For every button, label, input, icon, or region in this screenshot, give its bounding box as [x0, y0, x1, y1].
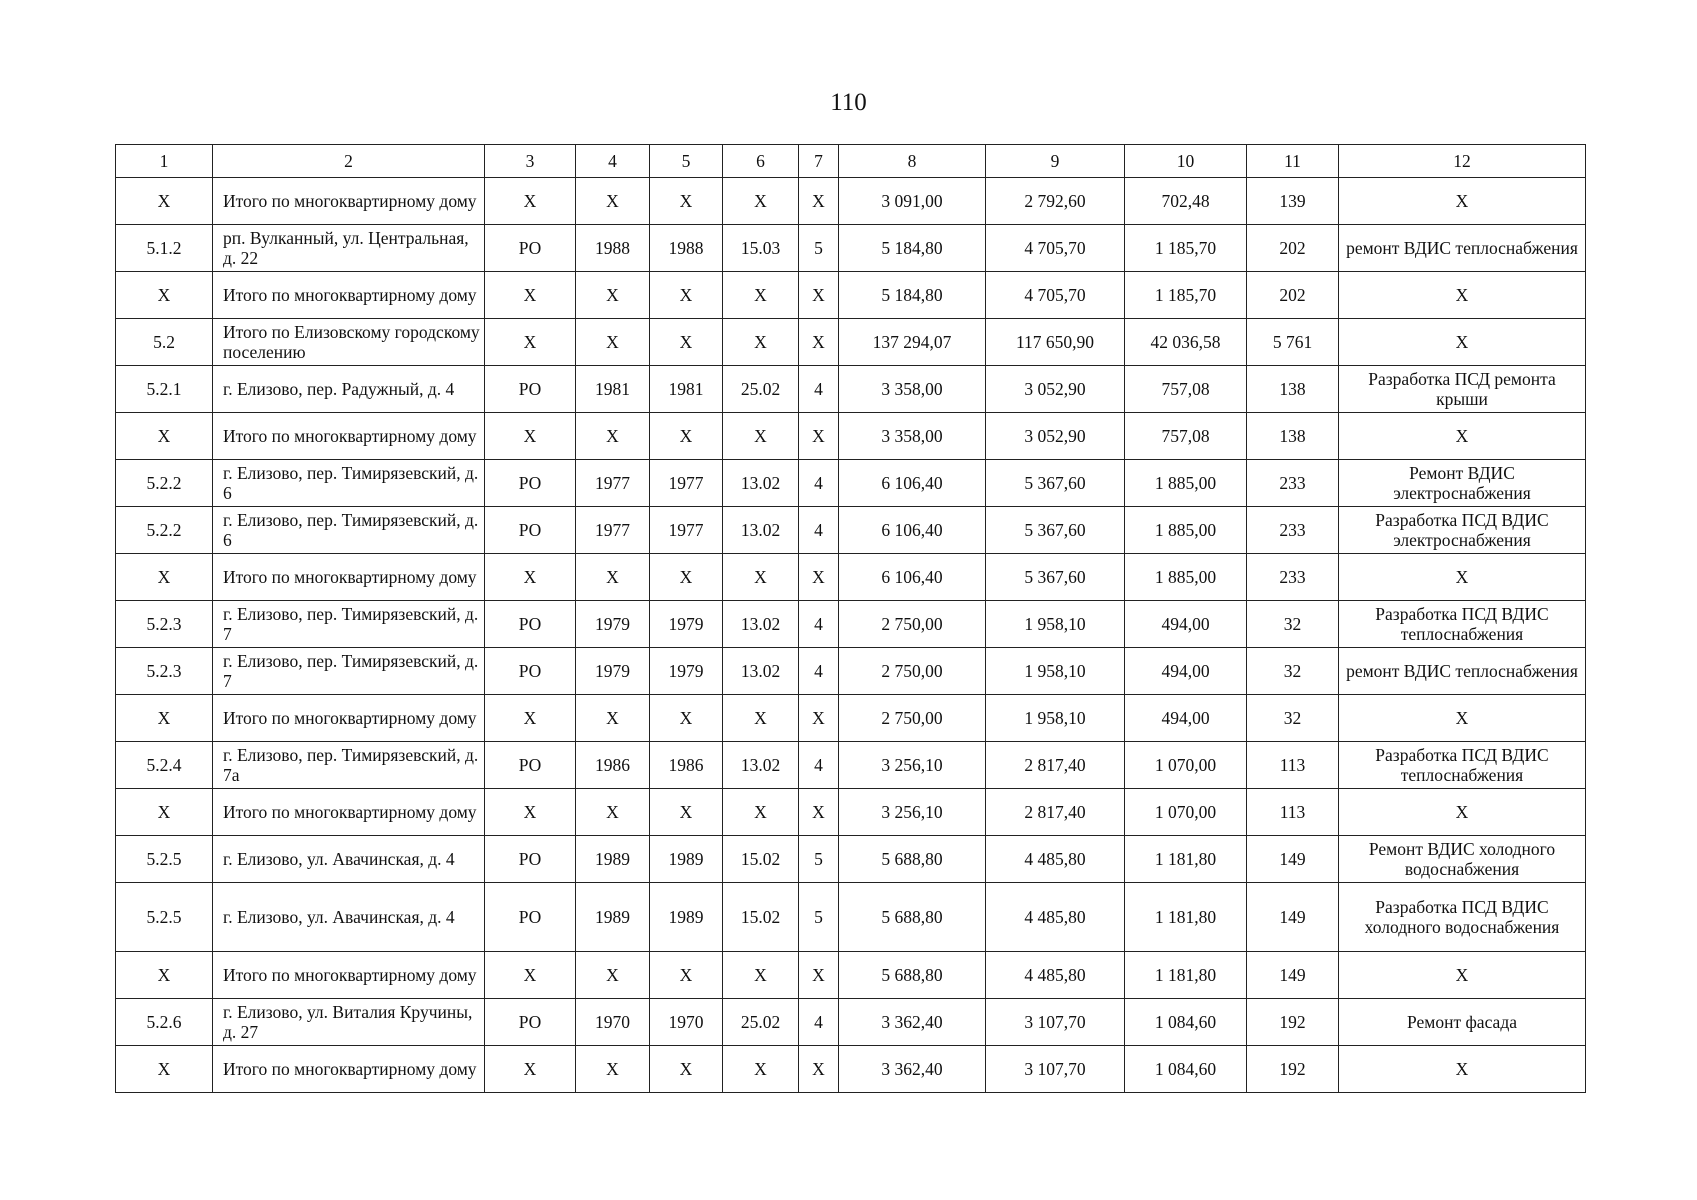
table-row	[116, 789, 1586, 836]
area-cell: 3 362,40	[839, 1046, 986, 1093]
code-cell: 15.02	[723, 883, 799, 952]
area-cell: 5 688,80	[839, 836, 986, 883]
residents-cell: 113	[1247, 742, 1339, 789]
floors-cell: 4	[799, 366, 839, 413]
floors-cell: Х	[799, 319, 839, 366]
table-row	[116, 225, 1586, 272]
column-header: 9	[986, 145, 1125, 178]
area-cell: 3 256,10	[839, 742, 986, 789]
table-row	[116, 507, 1586, 554]
column-header: 12	[1339, 145, 1586, 178]
work-type-cell: Ремонт ВДИС холодного водоснабжения	[1339, 836, 1586, 883]
floors-cell: Х	[799, 695, 839, 742]
year-cell: 1977	[576, 460, 650, 507]
row-number-cell: 5.2.1	[116, 366, 213, 413]
column-header: 1	[116, 145, 213, 178]
area-cell: 1 958,10	[986, 695, 1125, 742]
residents-cell: 149	[1247, 836, 1339, 883]
code-cell: Х	[723, 413, 799, 460]
year-cell: Х	[650, 695, 723, 742]
area-cell: 2 750,00	[839, 648, 986, 695]
area-cell: 4 705,70	[986, 272, 1125, 319]
floors-cell: 5	[799, 836, 839, 883]
work-type-cell: Ремонт фасада	[1339, 999, 1586, 1046]
work-type-cell: Разработка ПСД ВДИС электроснабжения	[1339, 507, 1586, 554]
year-cell: 1989	[576, 836, 650, 883]
row-number-cell: 5.1.2	[116, 225, 213, 272]
type-cell: РО	[485, 742, 576, 789]
address-cell: Итого по многоквартирному дому	[213, 272, 485, 319]
area-cell: 1 185,70	[1125, 272, 1247, 319]
type-cell: РО	[485, 225, 576, 272]
area-cell: 3 358,00	[839, 366, 986, 413]
row-number-cell: Х	[116, 178, 213, 225]
work-type-cell: Разработка ПСД ВДИС холодного водоснабжения	[1339, 883, 1586, 952]
year-cell: 1979	[650, 648, 723, 695]
residents-cell: 233	[1247, 507, 1339, 554]
code-cell: Х	[723, 178, 799, 225]
year-cell: 1988	[576, 225, 650, 272]
year-cell: Х	[650, 952, 723, 999]
residents-cell: 138	[1247, 413, 1339, 460]
table-row	[116, 648, 1586, 695]
area-cell: 1 084,60	[1125, 1046, 1247, 1093]
area-cell: 3 358,00	[839, 413, 986, 460]
year-cell: 1989	[650, 883, 723, 952]
type-cell: РО	[485, 883, 576, 952]
table-row	[116, 1046, 1586, 1093]
row-number-cell: 5.2.3	[116, 601, 213, 648]
work-type-cell: Х	[1339, 178, 1586, 225]
column-header: 3	[485, 145, 576, 178]
area-cell: 6 106,40	[839, 554, 986, 601]
area-cell: 4 705,70	[986, 225, 1125, 272]
year-cell: Х	[650, 413, 723, 460]
code-cell: Х	[723, 1046, 799, 1093]
column-header: 11	[1247, 145, 1339, 178]
area-cell: 3 362,40	[839, 999, 986, 1046]
residents-cell: 149	[1247, 883, 1339, 952]
address-cell: Итого по многоквартирному дому	[213, 178, 485, 225]
year-cell: Х	[650, 272, 723, 319]
area-cell: 1 070,00	[1125, 789, 1247, 836]
year-cell: 1986	[650, 742, 723, 789]
column-header: 7	[799, 145, 839, 178]
data-table	[115, 144, 1586, 1093]
year-cell: Х	[576, 554, 650, 601]
area-cell: 494,00	[1125, 601, 1247, 648]
residents-cell: 202	[1247, 272, 1339, 319]
area-cell: 1 084,60	[1125, 999, 1247, 1046]
area-cell: 1 885,00	[1125, 507, 1247, 554]
area-cell: 5 184,80	[839, 225, 986, 272]
type-cell: Х	[485, 789, 576, 836]
year-cell: 1977	[650, 460, 723, 507]
header-row	[116, 145, 1586, 178]
residents-cell: 32	[1247, 601, 1339, 648]
code-cell: Х	[723, 554, 799, 601]
type-cell: Х	[485, 695, 576, 742]
row-number-cell: Х	[116, 789, 213, 836]
residents-cell: 192	[1247, 1046, 1339, 1093]
work-type-cell: ремонт ВДИС теплоснабжения	[1339, 648, 1586, 695]
residents-cell: 138	[1247, 366, 1339, 413]
table-row	[116, 742, 1586, 789]
year-cell: 1977	[576, 507, 650, 554]
code-cell: 13.02	[723, 507, 799, 554]
type-cell: РО	[485, 648, 576, 695]
column-header: 4	[576, 145, 650, 178]
code-cell: Х	[723, 695, 799, 742]
year-cell: Х	[576, 319, 650, 366]
year-cell: Х	[650, 1046, 723, 1093]
work-type-cell: Х	[1339, 554, 1586, 601]
row-number-cell: Х	[116, 554, 213, 601]
type-cell: Х	[485, 413, 576, 460]
work-type-cell: Х	[1339, 789, 1586, 836]
floors-cell: 4	[799, 742, 839, 789]
area-cell: 1 070,00	[1125, 742, 1247, 789]
work-type-cell: Разработка ПСД ВДИС теплоснабжения	[1339, 742, 1586, 789]
floors-cell: Х	[799, 413, 839, 460]
area-cell: 5 184,80	[839, 272, 986, 319]
address-cell: г. Елизово, пер. Тимирязевский, д. 6	[213, 460, 485, 507]
code-cell: 15.02	[723, 836, 799, 883]
area-cell: 5 688,80	[839, 883, 986, 952]
area-cell: 4 485,80	[986, 883, 1125, 952]
row-number-cell: Х	[116, 1046, 213, 1093]
address-cell: г. Елизово, пер. Тимирязевский, д. 7	[213, 648, 485, 695]
area-cell: 1 885,00	[1125, 460, 1247, 507]
year-cell: Х	[576, 178, 650, 225]
year-cell: 1979	[576, 601, 650, 648]
floors-cell: 4	[799, 507, 839, 554]
address-cell: Итого по многоквартирному дому	[213, 413, 485, 460]
table-row	[116, 554, 1586, 601]
address-cell: г. Елизово, ул. Авачинская, д. 4	[213, 836, 485, 883]
area-cell: 3 107,70	[986, 999, 1125, 1046]
work-type-cell: Х	[1339, 1046, 1586, 1093]
work-type-cell: Разработка ПСД ремонта крыши	[1339, 366, 1586, 413]
type-cell: РО	[485, 999, 576, 1046]
code-cell: 13.02	[723, 601, 799, 648]
floors-cell: Х	[799, 952, 839, 999]
area-cell: 5 367,60	[986, 460, 1125, 507]
row-number-cell: Х	[116, 695, 213, 742]
address-cell: г. Елизово, пер. Тимирязевский, д. 7	[213, 601, 485, 648]
year-cell: Х	[576, 1046, 650, 1093]
address-cell: г. Елизово, пер. Тимирязевский, д. 6	[213, 507, 485, 554]
code-cell: 13.02	[723, 742, 799, 789]
code-cell: Х	[723, 952, 799, 999]
table-row	[116, 413, 1586, 460]
area-cell: 1 181,80	[1125, 883, 1247, 952]
work-type-cell: Х	[1339, 319, 1586, 366]
year-cell: 1986	[576, 742, 650, 789]
floors-cell: 4	[799, 999, 839, 1046]
row-number-cell: 5.2.5	[116, 836, 213, 883]
residents-cell: 149	[1247, 952, 1339, 999]
residents-cell: 233	[1247, 554, 1339, 601]
table-row	[116, 460, 1586, 507]
type-cell: Х	[485, 1046, 576, 1093]
row-number-cell: 5.2.2	[116, 460, 213, 507]
area-cell: 1 181,80	[1125, 836, 1247, 883]
area-cell: 5 688,80	[839, 952, 986, 999]
type-cell: Х	[485, 272, 576, 319]
year-cell: 1981	[650, 366, 723, 413]
area-cell: 1 185,70	[1125, 225, 1247, 272]
area-cell: 494,00	[1125, 648, 1247, 695]
residents-cell: 32	[1247, 695, 1339, 742]
table-row	[116, 178, 1586, 225]
code-cell: Х	[723, 272, 799, 319]
year-cell: Х	[650, 554, 723, 601]
year-cell: Х	[576, 695, 650, 742]
work-type-cell: ремонт ВДИС теплоснабжения	[1339, 225, 1586, 272]
code-cell: 25.02	[723, 366, 799, 413]
row-number-cell: 5.2.5	[116, 883, 213, 952]
type-cell: РО	[485, 460, 576, 507]
area-cell: 757,08	[1125, 413, 1247, 460]
type-cell: РО	[485, 507, 576, 554]
floors-cell: 5	[799, 883, 839, 952]
address-cell: Итого по многоквартирному дому	[213, 695, 485, 742]
year-cell: 1981	[576, 366, 650, 413]
year-cell: Х	[650, 319, 723, 366]
area-cell: 757,08	[1125, 366, 1247, 413]
work-type-cell: Х	[1339, 695, 1586, 742]
residents-cell: 5 761	[1247, 319, 1339, 366]
type-cell: Х	[485, 319, 576, 366]
residents-cell: 113	[1247, 789, 1339, 836]
area-cell: 5 367,60	[986, 507, 1125, 554]
area-cell: 6 106,40	[839, 460, 986, 507]
table-row	[116, 695, 1586, 742]
area-cell: 3 091,00	[839, 178, 986, 225]
row-number-cell: 5.2.4	[116, 742, 213, 789]
work-type-cell: Х	[1339, 413, 1586, 460]
row-number-cell: Х	[116, 952, 213, 999]
area-cell: 494,00	[1125, 695, 1247, 742]
year-cell: 1970	[576, 999, 650, 1046]
residents-cell: 32	[1247, 648, 1339, 695]
year-cell: 1989	[576, 883, 650, 952]
area-cell: 5 367,60	[986, 554, 1125, 601]
row-number-cell: 5.2.2	[116, 507, 213, 554]
area-cell: 1 958,10	[986, 648, 1125, 695]
floors-cell: Х	[799, 178, 839, 225]
floors-cell: Х	[799, 1046, 839, 1093]
floors-cell: Х	[799, 554, 839, 601]
area-cell: 4 485,80	[986, 836, 1125, 883]
residents-cell: 139	[1247, 178, 1339, 225]
row-number-cell: Х	[116, 413, 213, 460]
area-cell: 3 052,90	[986, 366, 1125, 413]
row-number-cell: 5.2.3	[116, 648, 213, 695]
area-cell: 117 650,90	[986, 319, 1125, 366]
row-number-cell: 5.2.6	[116, 999, 213, 1046]
work-type-cell: Ремонт ВДИС электроснабжения	[1339, 460, 1586, 507]
area-cell: 2 817,40	[986, 789, 1125, 836]
column-header: 10	[1125, 145, 1247, 178]
code-cell: Х	[723, 319, 799, 366]
table-row	[116, 366, 1586, 413]
year-cell: 1977	[650, 507, 723, 554]
column-header: 5	[650, 145, 723, 178]
area-cell: 3 256,10	[839, 789, 986, 836]
floors-cell: 4	[799, 648, 839, 695]
residents-cell: 202	[1247, 225, 1339, 272]
type-cell: Х	[485, 178, 576, 225]
area-cell: 2 817,40	[986, 742, 1125, 789]
area-cell: 1 958,10	[986, 601, 1125, 648]
area-cell: 2 750,00	[839, 601, 986, 648]
area-cell: 702,48	[1125, 178, 1247, 225]
area-cell: 3 107,70	[986, 1046, 1125, 1093]
year-cell: Х	[576, 413, 650, 460]
residents-cell: 192	[1247, 999, 1339, 1046]
year-cell: 1970	[650, 999, 723, 1046]
address-cell: Итого по многоквартирному дому	[213, 952, 485, 999]
type-cell: РО	[485, 601, 576, 648]
floors-cell: 4	[799, 601, 839, 648]
table-row	[116, 883, 1586, 952]
row-number-cell: 5.2	[116, 319, 213, 366]
area-cell: 2 792,60	[986, 178, 1125, 225]
address-cell: Итого по Елизовскому городскому поселению	[213, 319, 485, 366]
work-type-cell: Разработка ПСД ВДИС теплоснабжения	[1339, 601, 1586, 648]
address-cell: Итого по многоквартирному дому	[213, 554, 485, 601]
year-cell: 1988	[650, 225, 723, 272]
address-cell: Итого по многоквартирному дому	[213, 789, 485, 836]
address-cell: г. Елизово, пер. Радужный, д. 4	[213, 366, 485, 413]
type-cell: РО	[485, 366, 576, 413]
area-cell: 3 052,90	[986, 413, 1125, 460]
area-cell: 4 485,80	[986, 952, 1125, 999]
table-row	[116, 272, 1586, 319]
code-cell: 13.02	[723, 648, 799, 695]
year-cell: Х	[650, 178, 723, 225]
code-cell: 25.02	[723, 999, 799, 1046]
year-cell: 1989	[650, 836, 723, 883]
year-cell: Х	[576, 952, 650, 999]
area-cell: 137 294,07	[839, 319, 986, 366]
address-cell: Итого по многоквартирному дому	[213, 1046, 485, 1093]
address-cell: рп. Вулканный, ул. Центральная, д. 22	[213, 225, 485, 272]
table-row	[116, 319, 1586, 366]
floors-cell: Х	[799, 272, 839, 319]
code-cell: 13.02	[723, 460, 799, 507]
year-cell: Х	[576, 272, 650, 319]
page-number: 110	[830, 89, 867, 116]
floors-cell: Х	[799, 789, 839, 836]
type-cell: Х	[485, 554, 576, 601]
area-cell: 42 036,58	[1125, 319, 1247, 366]
address-cell: г. Елизово, пер. Тимирязевский, д. 7а	[213, 742, 485, 789]
work-type-cell: Х	[1339, 272, 1586, 319]
table-row	[116, 999, 1586, 1046]
area-cell: 1 885,00	[1125, 554, 1247, 601]
floors-cell: 5	[799, 225, 839, 272]
table-row	[116, 952, 1586, 999]
year-cell: 1979	[576, 648, 650, 695]
residents-cell: 233	[1247, 460, 1339, 507]
floors-cell: 4	[799, 460, 839, 507]
row-number-cell: Х	[116, 272, 213, 319]
year-cell: 1979	[650, 601, 723, 648]
type-cell: Х	[485, 952, 576, 999]
table-row	[116, 601, 1586, 648]
area-cell: 2 750,00	[839, 695, 986, 742]
area-cell: 6 106,40	[839, 507, 986, 554]
address-cell: г. Елизово, ул. Виталия Кручины, д. 27	[213, 999, 485, 1046]
area-cell: 1 181,80	[1125, 952, 1247, 999]
year-cell: Х	[576, 789, 650, 836]
table-row	[116, 836, 1586, 883]
code-cell: 15.03	[723, 225, 799, 272]
column-header: 6	[723, 145, 799, 178]
address-cell: г. Елизово, ул. Авачинская, д. 4	[213, 883, 485, 952]
type-cell: РО	[485, 836, 576, 883]
work-type-cell: Х	[1339, 952, 1586, 999]
code-cell: Х	[723, 789, 799, 836]
year-cell: Х	[650, 789, 723, 836]
column-header: 8	[839, 145, 986, 178]
column-header: 2	[213, 145, 485, 178]
